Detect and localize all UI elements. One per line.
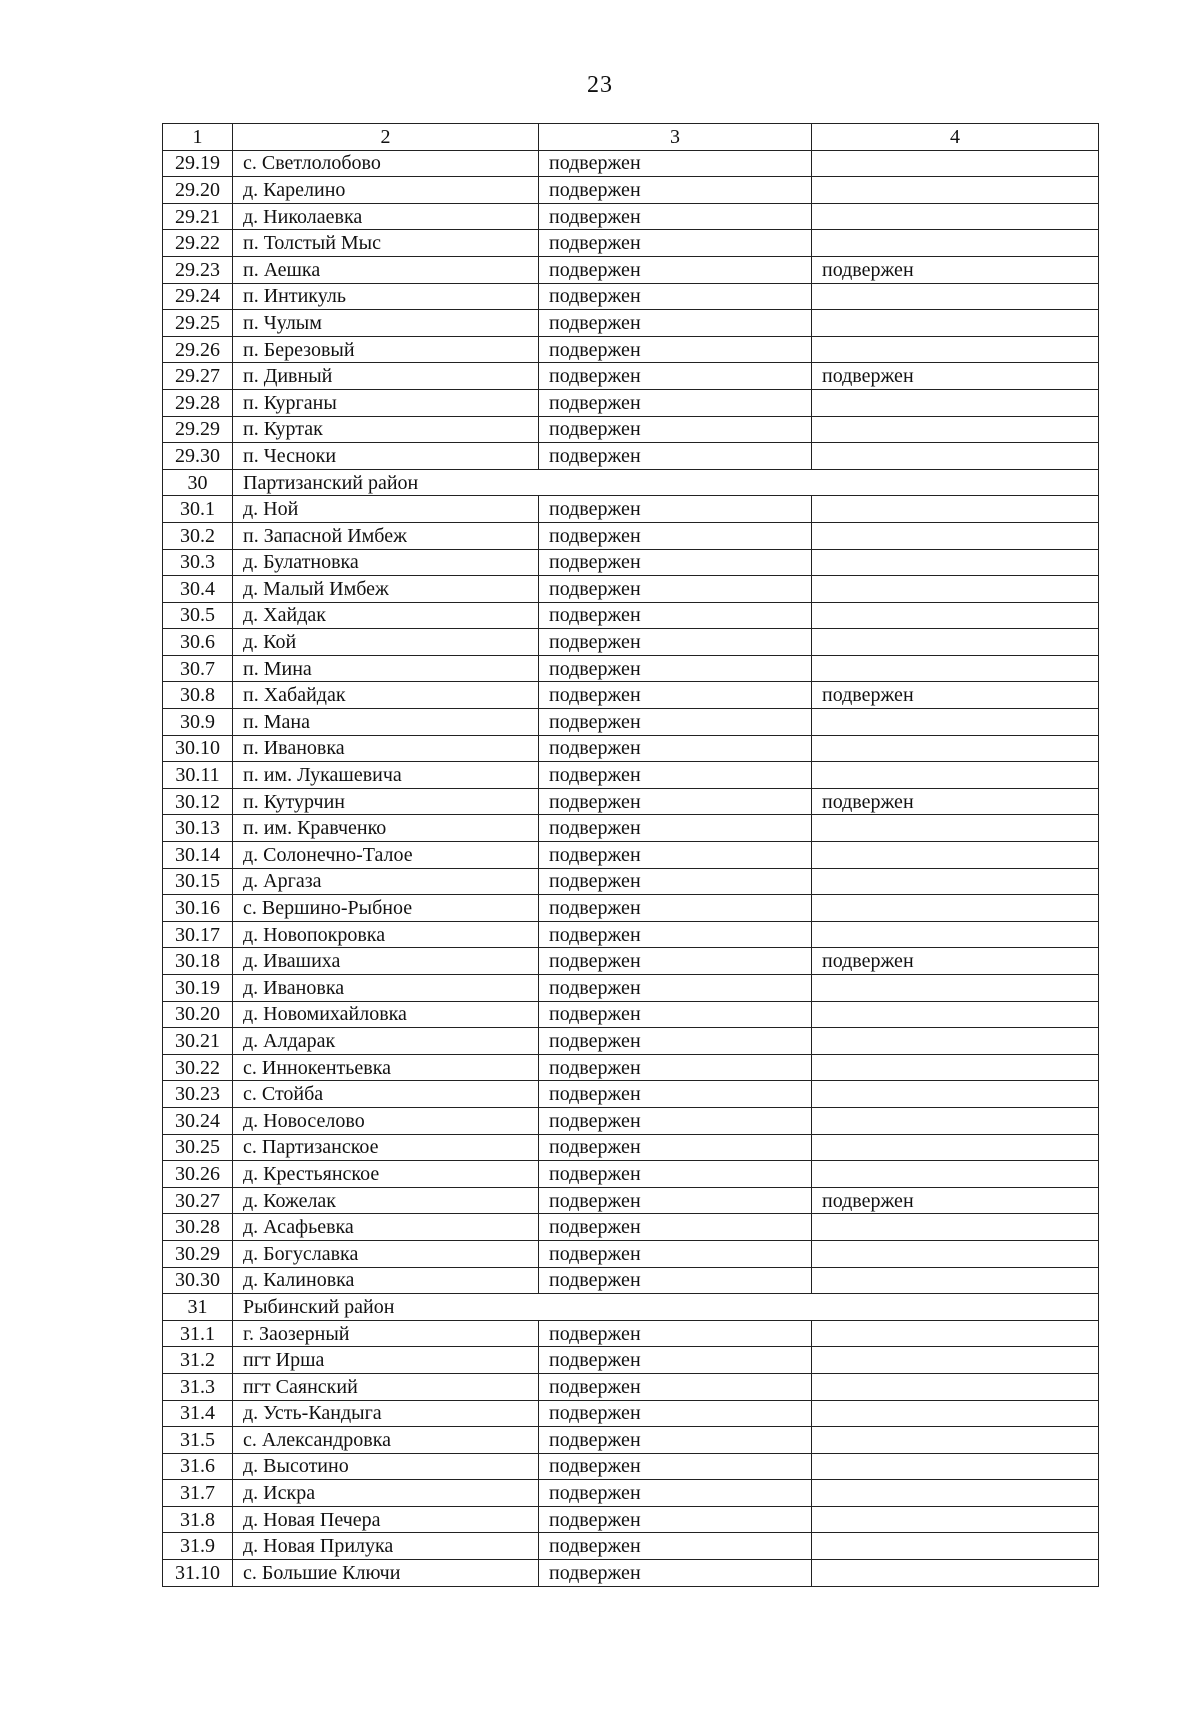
- row-number: 29.20: [163, 177, 233, 204]
- row-number: 31.2: [163, 1347, 233, 1374]
- settlement-name: д. Кожелак: [233, 1187, 539, 1214]
- settlement-name: п. им. Лукашевича: [233, 762, 539, 789]
- settlement-name: д. Ной: [233, 496, 539, 523]
- settlement-name: п. Мана: [233, 709, 539, 736]
- settlement-name: д. Солонечно-Талое: [233, 842, 539, 869]
- column-4-value: [812, 310, 1099, 337]
- table-row: [163, 815, 1099, 842]
- column-3-value: подвержен: [539, 1267, 812, 1294]
- row-number: 30.29: [163, 1240, 233, 1267]
- column-3-value: подвержен: [539, 443, 812, 470]
- row-number: 30.13: [163, 815, 233, 842]
- row-number: 30.6: [163, 629, 233, 656]
- column-4-value: [812, 709, 1099, 736]
- column-header-3: 3: [539, 124, 812, 151]
- row-number: 31.7: [163, 1480, 233, 1507]
- column-3-value: подвержен: [539, 788, 812, 815]
- column-3-value: подвержен: [539, 496, 812, 523]
- page-number: 23: [587, 72, 613, 98]
- row-number: 30.16: [163, 895, 233, 922]
- settlement-name: п. Толстый Мыс: [233, 230, 539, 257]
- column-3-value: подвержен: [539, 895, 812, 922]
- column-3-value: подвержен: [539, 1214, 812, 1241]
- row-number: 29.27: [163, 363, 233, 390]
- table-row: [163, 443, 1099, 470]
- column-3-value: подвержен: [539, 1373, 812, 1400]
- row-number: 31: [163, 1294, 233, 1321]
- table-row: [163, 682, 1099, 709]
- table-row: [163, 921, 1099, 948]
- column-4-value: [812, 629, 1099, 656]
- column-4-value: [812, 655, 1099, 682]
- row-number: 29.29: [163, 416, 233, 443]
- column-3-value: подвержен: [539, 363, 812, 390]
- row-number: 30.7: [163, 655, 233, 682]
- column-3-value: подвержен: [539, 1427, 812, 1454]
- column-3-value: подвержен: [539, 1028, 812, 1055]
- column-3-value: подвержен: [539, 283, 812, 310]
- settlement-name: с. Партизанское: [233, 1134, 539, 1161]
- row-number: 31.3: [163, 1373, 233, 1400]
- row-number: 31.6: [163, 1453, 233, 1480]
- section-row: [163, 1294, 1099, 1321]
- settlement-name: п. Чулым: [233, 310, 539, 337]
- settlement-name: пгт Ирша: [233, 1347, 539, 1374]
- column-3-value: подвержен: [539, 1187, 812, 1214]
- section-title: Партизанский район: [233, 469, 1099, 496]
- column-3-value: подвержен: [539, 948, 812, 975]
- column-4-value: [812, 1480, 1099, 1507]
- column-4-value: [812, 150, 1099, 177]
- column-4-value: [812, 1107, 1099, 1134]
- table-row: [163, 709, 1099, 736]
- column-3-value: подвержен: [539, 1400, 812, 1427]
- row-number: 30.15: [163, 868, 233, 895]
- column-3-value: подвержен: [539, 1533, 812, 1560]
- row-number: 30.18: [163, 948, 233, 975]
- column-3-value: подвержен: [539, 1134, 812, 1161]
- row-number: 29.19: [163, 150, 233, 177]
- column-4-value: [812, 975, 1099, 1002]
- table-row: [163, 389, 1099, 416]
- settlement-name: п. Мина: [233, 655, 539, 682]
- column-3-value: подвержен: [539, 576, 812, 603]
- settlement-name: д. Карелино: [233, 177, 539, 204]
- column-4-value: [812, 1533, 1099, 1560]
- settlement-name: д. Малый Имбеж: [233, 576, 539, 603]
- row-number: 30.12: [163, 788, 233, 815]
- settlement-name: п. Чесноки: [233, 443, 539, 470]
- table-row: [163, 1533, 1099, 1560]
- row-number: 31.8: [163, 1506, 233, 1533]
- settlement-name: п. им. Кравченко: [233, 815, 539, 842]
- table-row: [163, 629, 1099, 656]
- row-number: 31.10: [163, 1560, 233, 1587]
- column-3-value: подвержен: [539, 150, 812, 177]
- settlement-name: с. Александровка: [233, 1427, 539, 1454]
- column-3-value: подвержен: [539, 177, 812, 204]
- column-4-value: [812, 1373, 1099, 1400]
- settlement-name: д. Кой: [233, 629, 539, 656]
- settlement-name: п. Куртак: [233, 416, 539, 443]
- column-3-value: подвержен: [539, 1001, 812, 1028]
- settlement-name: д. Новая Печера: [233, 1506, 539, 1533]
- column-4-value: [812, 1214, 1099, 1241]
- table-row: [163, 1107, 1099, 1134]
- settlement-name: д. Новопокровка: [233, 921, 539, 948]
- settlement-name: пгт Саянский: [233, 1373, 539, 1400]
- settlement-name: п. Интикуль: [233, 283, 539, 310]
- column-3-value: подвержен: [539, 256, 812, 283]
- settlement-name: д. Крестьянское: [233, 1161, 539, 1188]
- column-3-value: подвержен: [539, 336, 812, 363]
- column-4-value: [812, 1134, 1099, 1161]
- row-number: 30.27: [163, 1187, 233, 1214]
- settlement-name: д. Искра: [233, 1480, 539, 1507]
- settlement-name: д. Николаевка: [233, 203, 539, 230]
- column-header-2: 2: [233, 124, 539, 151]
- row-number: 30.25: [163, 1134, 233, 1161]
- table-row: [163, 1506, 1099, 1533]
- column-3-value: подвержен: [539, 522, 812, 549]
- row-number: 30.2: [163, 522, 233, 549]
- table-row: [163, 1214, 1099, 1241]
- column-3-value: подвержен: [539, 815, 812, 842]
- table-row: [163, 868, 1099, 895]
- settlement-name: д. Аргаза: [233, 868, 539, 895]
- column-3-value: подвержен: [539, 1081, 812, 1108]
- settlement-name: п. Запасной Имбеж: [233, 522, 539, 549]
- row-number: 30.30: [163, 1267, 233, 1294]
- settlement-name: д. Новомихайловка: [233, 1001, 539, 1028]
- column-3-value: подвержен: [539, 1506, 812, 1533]
- column-4-value: подвержен: [812, 788, 1099, 815]
- settlement-name: д. Алдарак: [233, 1028, 539, 1055]
- column-4-value: [812, 1453, 1099, 1480]
- table-row: [163, 576, 1099, 603]
- column-4-value: [812, 921, 1099, 948]
- settlement-name: с. Вершино-Рыбное: [233, 895, 539, 922]
- column-3-value: подвержен: [539, 709, 812, 736]
- settlement-name: п. Березовый: [233, 336, 539, 363]
- table-row: [163, 416, 1099, 443]
- table-row: [163, 1560, 1099, 1587]
- column-4-value: [812, 416, 1099, 443]
- settlement-name: д. Высотино: [233, 1453, 539, 1480]
- row-number: 30: [163, 469, 233, 496]
- settlement-name: д. Калиновка: [233, 1267, 539, 1294]
- settlement-name: п. Кутурчин: [233, 788, 539, 815]
- column-3-value: подвержен: [539, 1320, 812, 1347]
- column-4-value: [812, 576, 1099, 603]
- column-3-value: подвержен: [539, 921, 812, 948]
- column-4-value: [812, 496, 1099, 523]
- column-4-value: [812, 1506, 1099, 1533]
- column-3-value: подвержен: [539, 629, 812, 656]
- settlement-name: с. Стойба: [233, 1081, 539, 1108]
- row-number: 30.17: [163, 921, 233, 948]
- table-row: [163, 1161, 1099, 1188]
- table-row: [163, 150, 1099, 177]
- row-number: 30.19: [163, 975, 233, 1002]
- column-4-value: [812, 1161, 1099, 1188]
- row-number: 29.22: [163, 230, 233, 257]
- column-4-value: [812, 602, 1099, 629]
- column-4-value: [812, 1560, 1099, 1587]
- table-row: [163, 522, 1099, 549]
- row-number: 31.4: [163, 1400, 233, 1427]
- table-row: [163, 496, 1099, 523]
- row-number: 30.11: [163, 762, 233, 789]
- table-row: [163, 1134, 1099, 1161]
- column-4-value: [812, 1028, 1099, 1055]
- row-number: 31.5: [163, 1427, 233, 1454]
- table-header: [163, 124, 1099, 151]
- column-3-value: подвержен: [539, 735, 812, 762]
- table-row: [163, 1240, 1099, 1267]
- table-row: [163, 1081, 1099, 1108]
- table-row: [163, 256, 1099, 283]
- column-3-value: подвержен: [539, 1347, 812, 1374]
- settlement-name: п. Дивный: [233, 363, 539, 390]
- settlement-name: г. Заозерный: [233, 1320, 539, 1347]
- table-row: [163, 602, 1099, 629]
- column-4-value: [812, 1320, 1099, 1347]
- row-number: 30.9: [163, 709, 233, 736]
- column-4-value: подвержен: [812, 1187, 1099, 1214]
- column-3-value: подвержен: [539, 762, 812, 789]
- column-3-value: подвержен: [539, 1560, 812, 1587]
- row-number: 30.5: [163, 602, 233, 629]
- table-row: [163, 177, 1099, 204]
- settlement-name: п. Хабайдак: [233, 682, 539, 709]
- column-4-value: [812, 1001, 1099, 1028]
- table-row: [163, 842, 1099, 869]
- column-4-value: [812, 1267, 1099, 1294]
- settlement-name: п. Ивановка: [233, 735, 539, 762]
- row-number: 30.21: [163, 1028, 233, 1055]
- table-body: [163, 150, 1099, 1586]
- row-number: 30.20: [163, 1001, 233, 1028]
- table-row: [163, 975, 1099, 1002]
- row-number: 29.24: [163, 283, 233, 310]
- column-4-value: [812, 443, 1099, 470]
- row-number: 29.23: [163, 256, 233, 283]
- column-4-value: [812, 815, 1099, 842]
- column-header-4: 4: [812, 124, 1099, 151]
- column-3-value: подвержен: [539, 842, 812, 869]
- row-number: 30.4: [163, 576, 233, 603]
- settlement-name: д. Новоселово: [233, 1107, 539, 1134]
- column-4-value: [812, 177, 1099, 204]
- settlement-name: д. Ивашиха: [233, 948, 539, 975]
- table-row: [163, 1267, 1099, 1294]
- settlement-name: с. Светлолобово: [233, 150, 539, 177]
- row-number: 30.24: [163, 1107, 233, 1134]
- column-4-value: [812, 336, 1099, 363]
- table-row: [163, 788, 1099, 815]
- table-row: [163, 203, 1099, 230]
- settlement-name: д. Ивановка: [233, 975, 539, 1002]
- section-title: Рыбинский район: [233, 1294, 1099, 1321]
- column-header-1: 1: [163, 124, 233, 151]
- column-4-value: [812, 522, 1099, 549]
- column-3-value: подвержен: [539, 682, 812, 709]
- column-4-value: [812, 842, 1099, 869]
- table-row: [163, 735, 1099, 762]
- column-3-value: подвержен: [539, 230, 812, 257]
- settlement-name: д. Усть-Кандыга: [233, 1400, 539, 1427]
- column-4-value: [812, 230, 1099, 257]
- table-row: [163, 1347, 1099, 1374]
- table-row: [163, 283, 1099, 310]
- row-number: 31.1: [163, 1320, 233, 1347]
- table-row: [163, 1001, 1099, 1028]
- row-number: 29.28: [163, 389, 233, 416]
- column-3-value: подвержен: [539, 389, 812, 416]
- column-3-value: подвержен: [539, 602, 812, 629]
- table-row: [163, 1427, 1099, 1454]
- column-4-value: [812, 1081, 1099, 1108]
- row-number: 30.28: [163, 1214, 233, 1241]
- column-3-value: подвержен: [539, 655, 812, 682]
- column-3-value: подвержен: [539, 1054, 812, 1081]
- row-number: 30.3: [163, 549, 233, 576]
- column-4-value: [812, 283, 1099, 310]
- column-4-value: [812, 762, 1099, 789]
- settlement-name: с. Иннокентьевка: [233, 1054, 539, 1081]
- table-row: [163, 230, 1099, 257]
- table-row: [163, 1480, 1099, 1507]
- table-row: [163, 1054, 1099, 1081]
- column-4-value: [812, 1427, 1099, 1454]
- settlement-name: д. Асафьевка: [233, 1214, 539, 1241]
- table-row: [163, 1187, 1099, 1214]
- row-number: 30.8: [163, 682, 233, 709]
- column-3-value: подвержен: [539, 868, 812, 895]
- column-3-value: подвержен: [539, 1453, 812, 1480]
- settlement-name: д. Новая Прилука: [233, 1533, 539, 1560]
- table-row: [163, 1028, 1099, 1055]
- column-3-value: подвержен: [539, 203, 812, 230]
- row-number: 30.22: [163, 1054, 233, 1081]
- row-number: 29.26: [163, 336, 233, 363]
- column-4-value: [812, 1054, 1099, 1081]
- row-number: 30.14: [163, 842, 233, 869]
- column-3-value: подвержен: [539, 1240, 812, 1267]
- row-number: 30.26: [163, 1161, 233, 1188]
- row-number: 30.1: [163, 496, 233, 523]
- column-4-value: подвержен: [812, 363, 1099, 390]
- table-row: [163, 549, 1099, 576]
- column-4-value: [812, 735, 1099, 762]
- settlements-table: [162, 123, 1099, 1587]
- table-row: [163, 1373, 1099, 1400]
- column-4-value: [812, 1400, 1099, 1427]
- row-number: 30.10: [163, 735, 233, 762]
- column-3-value: подвержен: [539, 1107, 812, 1134]
- section-row: [163, 469, 1099, 496]
- column-3-value: подвержен: [539, 310, 812, 337]
- row-number: 29.30: [163, 443, 233, 470]
- settlement-name: п. Курганы: [233, 389, 539, 416]
- column-4-value: [812, 389, 1099, 416]
- settlement-name: с. Большие Ключи: [233, 1560, 539, 1587]
- table-row: [163, 363, 1099, 390]
- column-4-value: [812, 1347, 1099, 1374]
- header-row: [163, 124, 1099, 151]
- table-row: [163, 1453, 1099, 1480]
- table-row: [163, 336, 1099, 363]
- settlement-name: д. Богуславка: [233, 1240, 539, 1267]
- settlement-name: д. Булатновка: [233, 549, 539, 576]
- column-4-value: [812, 895, 1099, 922]
- column-4-value: подвержен: [812, 256, 1099, 283]
- column-3-value: подвержен: [539, 1161, 812, 1188]
- settlement-name: д. Хайдак: [233, 602, 539, 629]
- column-3-value: подвержен: [539, 416, 812, 443]
- table-row: [163, 895, 1099, 922]
- column-4-value: [812, 868, 1099, 895]
- column-4-value: [812, 549, 1099, 576]
- table-row: [163, 948, 1099, 975]
- row-number: 31.9: [163, 1533, 233, 1560]
- row-number: 30.23: [163, 1081, 233, 1108]
- column-4-value: подвержен: [812, 948, 1099, 975]
- column-3-value: подвержен: [539, 549, 812, 576]
- table-row: [163, 1400, 1099, 1427]
- row-number: 29.21: [163, 203, 233, 230]
- row-number: 29.25: [163, 310, 233, 337]
- table-row: [163, 762, 1099, 789]
- table-row: [163, 655, 1099, 682]
- column-3-value: подвержен: [539, 975, 812, 1002]
- settlement-name: п. Аешка: [233, 256, 539, 283]
- column-4-value: [812, 1240, 1099, 1267]
- column-4-value: [812, 203, 1099, 230]
- column-3-value: подвержен: [539, 1480, 812, 1507]
- column-4-value: подвержен: [812, 682, 1099, 709]
- table-row: [163, 1320, 1099, 1347]
- table-row: [163, 310, 1099, 337]
